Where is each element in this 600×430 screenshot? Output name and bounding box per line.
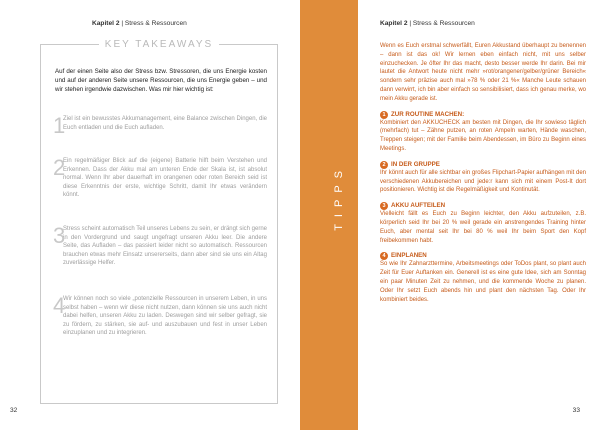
- key-takeaways-title: KEY TAKEAWAYS: [41, 39, 277, 50]
- tip-number-badge: 3: [380, 202, 388, 210]
- tip-title: AKKU AUFTEILEN: [391, 202, 446, 210]
- right-page: [358, 0, 600, 430]
- takeaway-number: 4: [53, 293, 66, 318]
- right-page-number: 33: [572, 407, 580, 414]
- tip-number-badge: 2: [380, 161, 388, 169]
- takeaway-text: Ziel ist ein bewusstes Akkumanagement, eine Balance zwischen Dingen, die Euch entladen und die Euch aufladen.: [63, 116, 267, 131]
- chapter-label: Kapitel 2: [92, 20, 120, 27]
- left-page-number: 32: [10, 407, 18, 414]
- takeaway-item-1: [53, 113, 267, 138]
- takeaway-text: Wir können noch so viele „potenzielle Ressourcen in unserem Leben, in uns selbst haben – wenn wir diese nicht nutzen, dann können sie uns auch nicht dabei helfen, unseren Akku zu laden. Deswegen sind wir selber gefragt, sie zu fördern, zu stärken, sie auf- und auszubauen und fest in unser Leben einzuplanen und zu integrieren.: [63, 296, 267, 337]
- takeaway-text: Ein regelmäßiger Blick auf die (eigene) Batterie hilft beim Verstehen und Erkennen. Dass der Akku mal am unteren Ende der Skala ist, ist absolut normal. Wenn Ihr aber dauerhaft im orangenen oder roten Bereich seid ist diese Erkenntnis der erste, wichtige Schritt, damit Ihr etwas verändern könnt.: [63, 158, 267, 199]
- takeaway-text: Stress scheint automatisch Teil unseres Lebens zu sein, er drängt sich gerne in den Vordergrund und saugt ungefragt unseren Akku leer. Die andere Seite, das Aufladen – das passiert leider nicht so automatisch. Ressourcen brauchen etwas mehr Einsatz unsererseits, dann aber sind sie uns ein Altag zuverlässige Helfer.: [63, 226, 267, 267]
- tip-title: EINPLANEN: [391, 252, 427, 260]
- tip-heading-4: [380, 251, 586, 260]
- section-label: Stress & Ressourcen: [412, 20, 475, 27]
- tip-text-4: So wie Ihr Zahnarzttermine, Arbeitsmeetings oder ToDos plant, so plant auch Zeit für Euer Auftanken ein. Generell ist es eine gute Idee, sich am Sonntag ein paar Minuten Zeit zu nehmen, und die kommende Woche zu planen. Oder Ihr setzt Euch abends hin und plant den nächsten Tag. Oder Ihr kombiniert beides.: [380, 261, 586, 303]
- tip-title: ZUR ROUTINE MACHEN:: [391, 110, 465, 118]
- tip-number-badge: 1: [380, 111, 388, 119]
- right-running-head: Kapitel 2 | Stress & Ressourcen: [380, 20, 475, 27]
- key-takeaways-box: [40, 39, 278, 404]
- tip-text-3: Vielleicht fällt es Euch zu Beginn leichter, den Akku aufzuteilen, z.B. körperlich seid Ihr bei 20 % weil gerade ein anstrengendes Training hinter Euch, aber mental seit Ihr bei 80 % weil Ihr beim Sport den Kopf freibekommen habt.: [380, 211, 586, 244]
- tipps-label: TIPPS: [333, 164, 345, 231]
- tip-text-2: Ihr könnt auch für alle sichtbar ein großes Flipchart-Papier aufhängen mit den verschiedenen Akkubereichen und jede:r kann sich mit einem Post-It dort positionieren. Wichtig ist die Regelmäßigkeit und Kontinutät.: [380, 169, 586, 194]
- tips-content: [380, 42, 586, 304]
- takeaway-item-2: [53, 157, 267, 200]
- tip-heading-3: [380, 201, 586, 210]
- tip-heading-1: [380, 110, 586, 119]
- left-running-head: Kapitel 2 | Stress & Ressourcen: [92, 20, 187, 27]
- takeaway-number: 2: [53, 155, 66, 180]
- takeaway-number: 3: [53, 223, 66, 248]
- takeaway-item-3: [53, 225, 267, 268]
- key-takeaways-intro: Auf der einen Seite also der Stress bzw. Stressoren, die uns Energie kosten und auf der anderen Seite unsere Ressourcen, die uns Energie geben – und wir stehen irgendwie dazwischen. Was mir hier wichtig ist:: [55, 68, 267, 93]
- tip-number-badge: 4: [380, 252, 388, 260]
- chapter-label: Kapitel 2: [380, 20, 408, 27]
- tip-heading-2: [380, 160, 586, 169]
- takeaway-number: 1: [53, 113, 66, 138]
- tips-intro: Wenn es Euch erstmal schwerfällt, Euren Akkustand überhaupt zu benennen – dann ist das ok! Wir lernen eben einfach nicht, mit uns selber einzuchecken. Je öfter Ihr das macht, desto besser werde Ihr darin. Bei mir lautet die Antwort heute nicht mehr »rot/orangener/gelber/grüner Bereich« sondern sehr präzise auch mal »78 % oder 21 %« Manche Leute schauen dann verwirrt, ich bin aber einfach so sensibilisiert, dass ich genau merke, wo mein Akku gerade ist.: [380, 43, 586, 102]
- section-label: Stress & Ressourcen: [124, 20, 187, 27]
- tip-title: IN DER GRUPPE: [391, 160, 440, 168]
- tip-text-1: Kombiniert den AKKUCHECK am besten mit Dingen, die Ihr sowieso täglich (mehrfach) tut – Zähne putzen, an roten Ampeln warten, Hände waschen, Treppen steigen; mit der Familie beim Abendessen, im Büro zu Beginn eines Meetings.: [380, 119, 586, 152]
- takeaway-item-4: [53, 295, 267, 338]
